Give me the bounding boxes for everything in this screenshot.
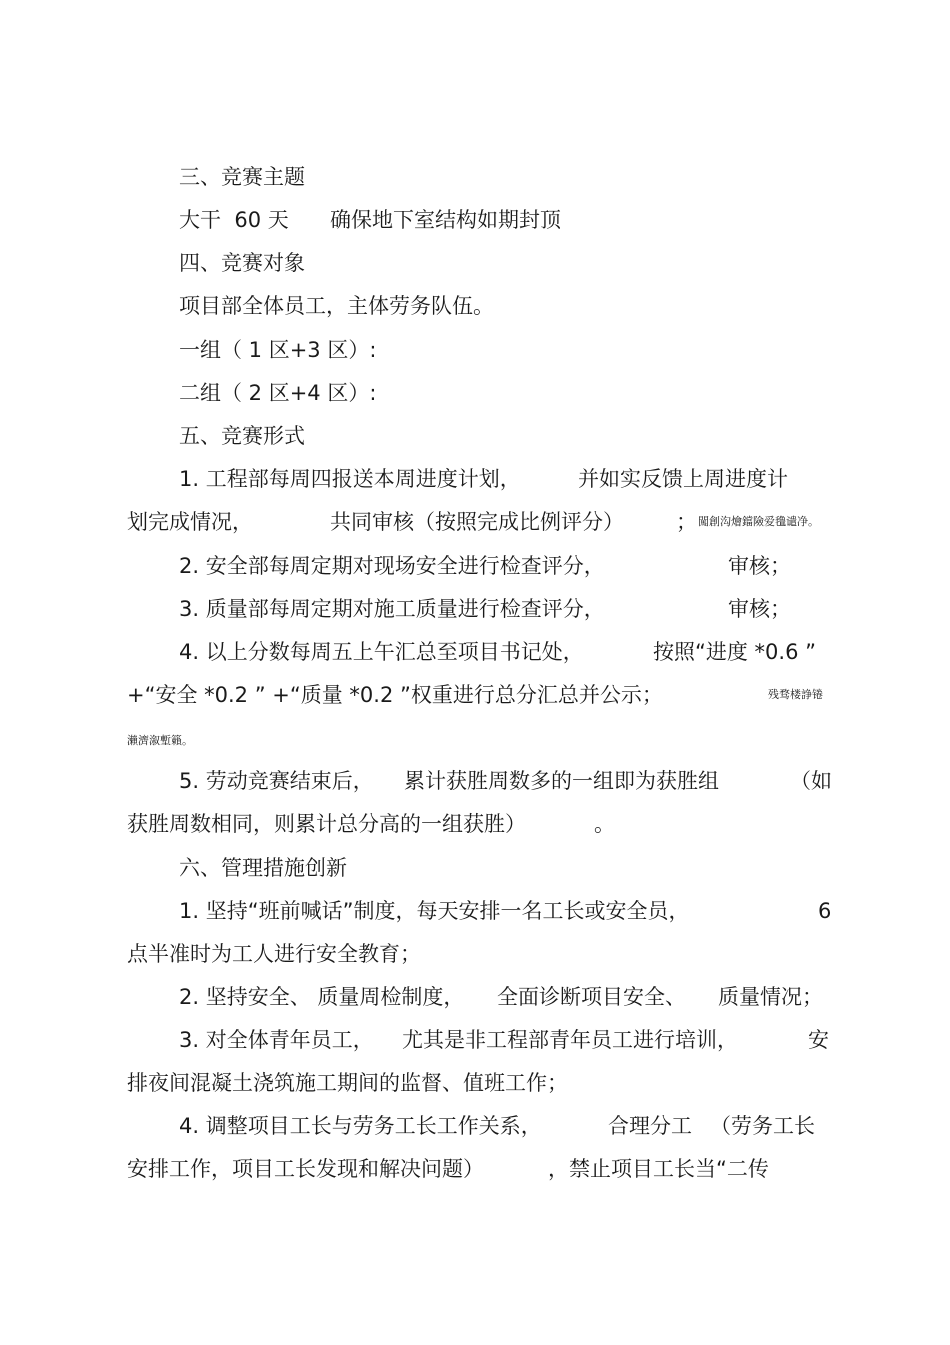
text-segment: 4. 以上分数每周五上午汇总至项目书记处， (179, 640, 584, 664)
section-heading-5 (0, 418, 950, 454)
paragraph-line (0, 677, 950, 713)
paragraph-line (0, 634, 950, 670)
text-segment: （劳务工长 (710, 1114, 815, 1138)
paragraph-line (0, 375, 950, 411)
text-segment: 并如实反馈上周进度计 (578, 467, 788, 491)
text-segment: （如 (790, 769, 832, 793)
paragraph-line (0, 763, 950, 799)
text-segment: 一组（ 1 区+3 区）: (179, 338, 377, 362)
text-segment: 4. 调整项目工长与劳务工长工作关系， (179, 1114, 542, 1138)
paragraph-line (0, 723, 950, 759)
text-segment: 安 (808, 1028, 829, 1052)
section-heading-4 (0, 245, 950, 281)
paragraph-line (0, 288, 950, 324)
text-segment: 3. 质量部每周定期对施工质量进行检查评分， (179, 597, 605, 621)
text-segment: 1. 工程部每周四报送本周进度计划， (179, 467, 521, 491)
paragraph-line (0, 936, 950, 972)
text-segment: +“安全 *0.2 ” +“质量 *0.2 ”权重进行总分汇总并公示； (127, 683, 663, 707)
text-segment: 五、竞赛形式 (179, 424, 305, 448)
text-segment: 5. 劳动竞赛结束后， (179, 769, 374, 793)
text-segment: 2. 坚持安全、 质量周检制度， (179, 985, 465, 1009)
text-segment: 确保地下室结构如期封顶 (330, 208, 561, 232)
text-segment: 尤其是非工程部青年员工进行培训， (402, 1028, 738, 1052)
text-segment: 3. 对全体青年员工， (179, 1028, 374, 1052)
text-segment: 累计获胜周数多的一组即为获胜组 (404, 769, 719, 793)
text-segment: 全面诊断项目安全、 (497, 985, 686, 1009)
text-segment: 6 (818, 899, 832, 923)
paragraph-line (0, 979, 950, 1015)
text-segment: 项目部全体员工，主体劳务队伍。 (179, 294, 494, 318)
small-noise-text: 闖創沟燴鐺險爱氇谴净。 (698, 515, 819, 528)
text-segment: 点半准时为工人进行安全教育； (127, 942, 421, 966)
text-segment: 审核； (728, 554, 791, 578)
text-segment: 六、管理措施创新 (179, 856, 347, 880)
section-heading-3 (0, 159, 950, 195)
paragraph-line (0, 893, 950, 929)
text-segment: 获胜周数相同，则累计总分高的一组获胜） (127, 812, 526, 836)
paragraph-line (0, 1151, 950, 1187)
text-segment: ，禁止项目工长当“二传 (548, 1157, 769, 1181)
text-segment: 。 (594, 812, 615, 836)
text-segment: 安排工作，项目工长发现和解决问题） (127, 1157, 484, 1181)
text-segment: ； (676, 510, 697, 534)
text-segment: 质量情况； (718, 985, 823, 1009)
text-segment: 合理分工 (608, 1114, 692, 1138)
text-segment: 共同审核（按照完成比例评分） (330, 510, 624, 534)
text-segment: 2. 安全部每周定期对现场安全进行检查评分， (179, 554, 605, 578)
small-noise-text: 瀨濟溆塹籟。 (127, 734, 193, 747)
paragraph-line (0, 1065, 950, 1101)
text-segment: 排夜间混凝土浇筑施工期间的监督、值班工作； (127, 1071, 568, 1095)
paragraph-line (0, 332, 950, 368)
paragraph-line (0, 591, 950, 627)
text-segment: 划完成情况， (127, 510, 253, 534)
text-segment: 审核； (728, 597, 791, 621)
section-heading-6 (0, 850, 950, 886)
paragraph-line (0, 1108, 950, 1144)
paragraph-line (0, 504, 950, 540)
text-segment: 四、竞赛对象 (179, 251, 305, 275)
text-segment: 大干 60 天 (179, 208, 289, 232)
text-segment: 按照“进度 *0.6 ” (653, 640, 817, 664)
paragraph-line (0, 806, 950, 842)
text-segment: 三、竞赛主题 (179, 165, 305, 189)
paragraph-line (0, 202, 950, 238)
text-segment: 二组（ 2 区+4 区）: (179, 381, 377, 405)
text-segment: 1. 坚持“班前喊话”制度，每天安排一名工长或安全员， (179, 899, 690, 923)
paragraph-line (0, 548, 950, 584)
paragraph-line (0, 461, 950, 497)
paragraph-line (0, 1022, 950, 1058)
small-noise-text: 残骛楼諍锩 (768, 688, 823, 701)
